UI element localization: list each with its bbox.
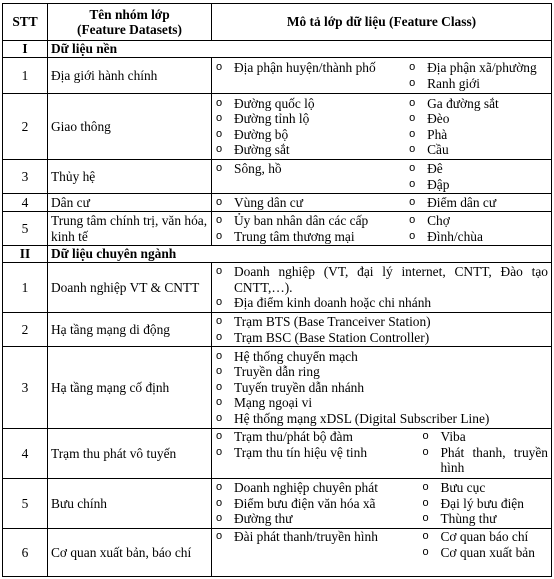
row-stt: 1 <box>3 58 48 94</box>
list-item: o Trạm thu/phát bộ đàm <box>215 429 417 445</box>
row-group: Trạm thu phát vô tuyến <box>48 429 212 479</box>
feature-class-table <box>2 3 552 577</box>
list-item: o Đài phát thanh/truyền hình <box>215 529 417 545</box>
list-item: o Trạm thu tín hiệu vệ tinh <box>215 445 417 461</box>
row-group: Trung tâm chính trị, văn hóa, kinh tế <box>48 212 212 246</box>
row-desc <box>212 263 552 313</box>
row-desc <box>212 313 552 347</box>
row-stt: 2 <box>3 94 48 160</box>
list-item: o Thùng thư <box>421 511 548 527</box>
list-item: o Ủy ban nhân dân các cấp <box>215 213 404 229</box>
row-desc <box>212 194 552 212</box>
section-row-specialized-data <box>3 246 552 263</box>
header-feature-datasets: Tên nhóm lớp (Feature Datasets) <box>48 4 212 41</box>
table-header-row <box>3 4 552 41</box>
list-item: o Đường quốc lộ <box>215 96 404 112</box>
row-group: Giao thông <box>48 94 212 160</box>
list-item: o Phà <box>408 127 548 143</box>
row-stt: 4 <box>3 429 48 479</box>
list-item: o Trung tâm thương mại <box>215 229 404 245</box>
list-item: o Sông, hồ <box>215 161 404 177</box>
row-desc <box>212 429 552 479</box>
list-item: o Địa phận huyện/thành phố <box>215 60 404 76</box>
row-desc <box>212 94 552 160</box>
section-number: I <box>3 41 48 58</box>
table-row <box>3 212 552 246</box>
row-stt: 3 <box>3 347 48 429</box>
row-desc <box>212 58 552 94</box>
list-item: o Đường sắt <box>215 142 404 158</box>
list-item: o Chợ <box>408 213 548 229</box>
row-group: Cơ quan xuất bản, báo chí <box>48 529 212 577</box>
list-item: o Đình/chùa <box>408 229 548 245</box>
list-item: o Hệ thống chuyển mạch <box>215 349 548 365</box>
row-stt: 1 <box>3 263 48 313</box>
list-item: o Đường thư <box>215 511 417 527</box>
table-row <box>3 313 552 347</box>
list-item: o Đèo <box>408 111 548 127</box>
row-stt: 4 <box>3 194 48 212</box>
list-item: o Doanh nghiệp (VT, đại lý internet, CNTT, Đào tạo CNTT,…). <box>215 264 548 295</box>
row-stt: 3 <box>3 160 48 194</box>
list-item: o Địa phận xã/phường <box>408 60 548 76</box>
row-group: Hạ tầng mạng cố định <box>48 347 212 429</box>
list-item: o Đại lý bưu điện <box>421 496 548 512</box>
row-stt: 2 <box>3 313 48 347</box>
list-item: o Trạm BTS (Base Tranceiver Station) <box>215 314 548 330</box>
row-desc <box>212 347 552 429</box>
list-item: o Hệ thống mạng xDSL (Digital Subscriber Line) <box>215 411 548 427</box>
row-stt: 5 <box>3 479 48 529</box>
list-item: o Điểm dân cư <box>408 195 548 211</box>
list-item: o Cơ quan báo chí <box>421 529 548 545</box>
list-item: o Địa điểm kinh doanh hoặc chi nhánh <box>215 295 548 311</box>
row-group: Dân cư <box>48 194 212 212</box>
list-item: o Điểm bưu điện văn hóa xã <box>215 496 417 512</box>
row-group: Doanh nghiệp VT & CNTT <box>48 263 212 313</box>
table-row <box>3 429 552 479</box>
row-stt: 6 <box>3 529 48 577</box>
list-item: o Viba <box>421 429 548 445</box>
list-item: o Đê <box>408 161 548 177</box>
list-item: o Cầu <box>408 142 548 158</box>
section-title: Dữ liệu nền <box>48 41 552 58</box>
table-row <box>3 347 552 429</box>
row-group: Thủy hệ <box>48 160 212 194</box>
list-item: o Trạm BSC (Base Station Controller) <box>215 330 548 346</box>
row-group: Hạ tầng mạng di động <box>48 313 212 347</box>
header-feature-class: Mô tả lớp dữ liệu (Feature Class) <box>212 4 552 41</box>
list-item: o Vùng dân cư <box>215 195 404 211</box>
table-row <box>3 160 552 194</box>
header-stt: STT <box>3 4 48 41</box>
list-item: o Doanh nghiệp chuyên phát <box>215 480 417 496</box>
list-item: o Truyền dẫn ring <box>215 364 548 380</box>
list-item: o Tuyến truyền dẫn nhánh <box>215 380 548 396</box>
list-item: o Phát thanh, truyền hình <box>421 445 548 476</box>
list-item: o Đường bộ <box>215 127 404 143</box>
row-group: Bưu chính <box>48 479 212 529</box>
list-item: o Đập <box>408 177 548 193</box>
list-item: o Bưu cục <box>421 480 548 496</box>
row-group: Địa giới hành chính <box>48 58 212 94</box>
table-row <box>3 529 552 577</box>
table-row <box>3 479 552 529</box>
section-title: Dữ liệu chuyên ngành <box>48 246 552 263</box>
table-row <box>3 58 552 94</box>
list-item: o Đường tỉnh lộ <box>215 111 404 127</box>
row-desc <box>212 160 552 194</box>
list-item: o Mạng ngoại vi <box>215 395 548 411</box>
section-number: II <box>3 246 48 263</box>
table-row <box>3 263 552 313</box>
row-desc <box>212 529 552 577</box>
row-desc <box>212 212 552 246</box>
table-row <box>3 94 552 160</box>
list-item: o Ga đường sắt <box>408 96 548 112</box>
list-item: o Ranh giới <box>408 76 548 92</box>
list-item: o Cơ quan xuất bản <box>421 545 548 561</box>
row-desc <box>212 479 552 529</box>
section-row-base-data <box>3 41 552 58</box>
table-row <box>3 194 552 212</box>
row-stt: 5 <box>3 212 48 246</box>
